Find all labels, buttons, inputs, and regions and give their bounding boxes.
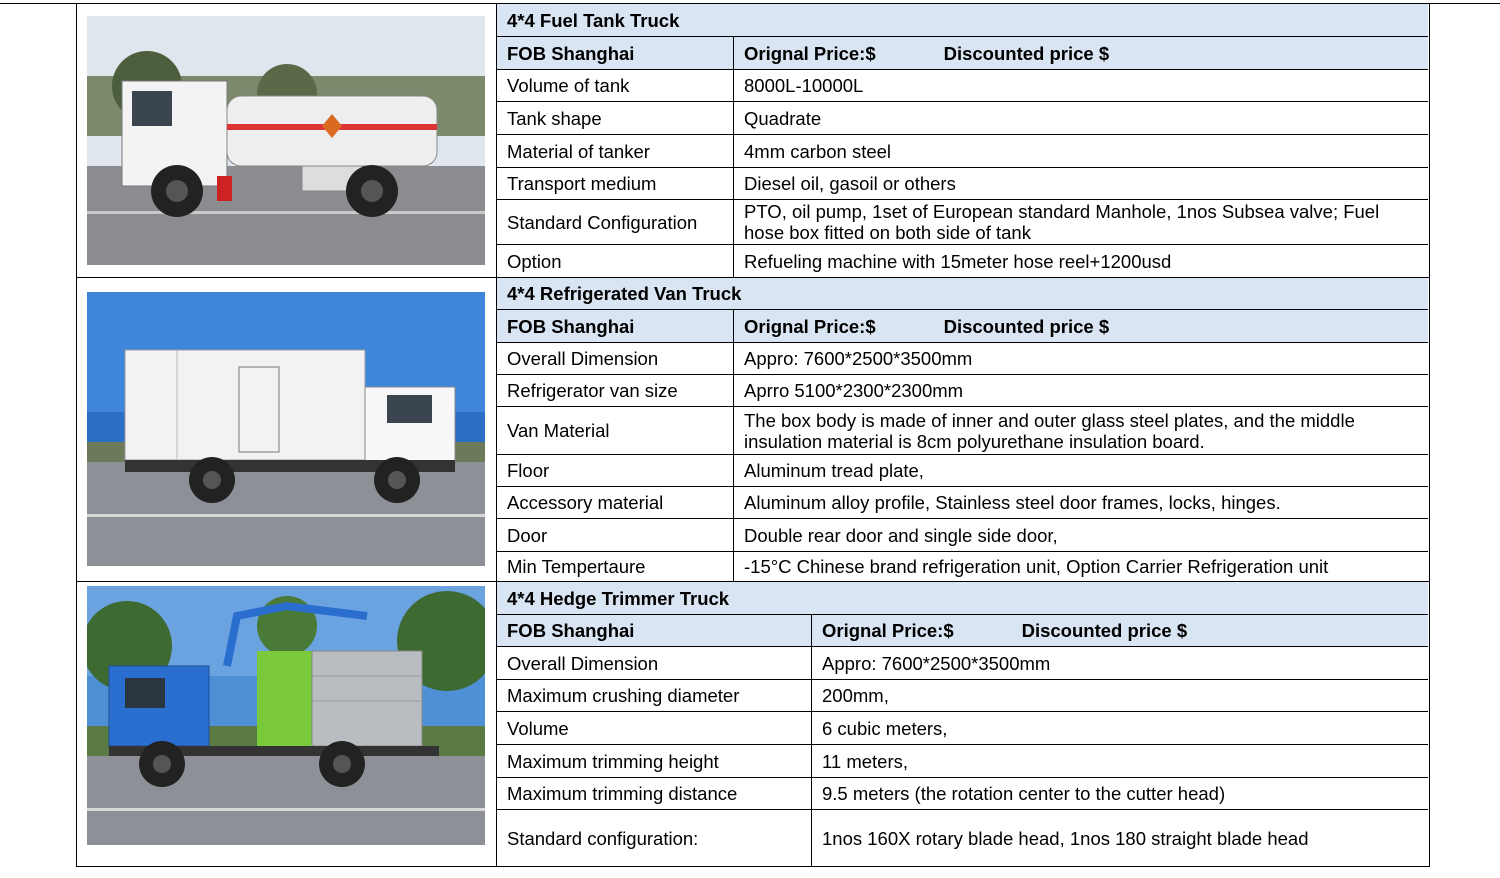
spec-row — [497, 407, 1428, 455]
section-title: 4*4 Hedge Trimmer Truck — [507, 587, 730, 609]
spec-label: Volume of tank — [507, 75, 630, 96]
original-price-label: Orignal Price:$ — [822, 620, 954, 641]
section-hedge-trimmer-truck — [77, 582, 1429, 866]
spec-value: 1nos 160X rotary blade head, 1nos 180 straight blade head — [822, 827, 1309, 849]
spec-row — [497, 712, 1428, 745]
spec-value: 6 cubic meters, — [822, 717, 948, 739]
spec-value: Appro: 7600*2500*3500mm — [744, 348, 973, 369]
spec-value: Double rear door and single side door, — [744, 524, 1058, 546]
original-price-label: Orignal Price:$ — [744, 42, 876, 64]
refrigerated-van-truck-photo-icon — [87, 292, 485, 566]
spec-row — [497, 245, 1428, 277]
spec-row — [497, 487, 1428, 519]
spec-value: 200mm, — [822, 685, 889, 706]
fob-label: FOB Shanghai — [507, 620, 635, 641]
spec-value: PTO, oil pump, 1set of European standard Manhole, 1nos Subsea valve; Fuel hose box fitted on both side of tank — [744, 201, 1380, 243]
spec-value: Aprro 5100*2300*2300mm — [744, 380, 964, 401]
spec-label: Standard configuration: — [507, 827, 699, 849]
spec-row — [497, 102, 1428, 135]
spec-label: Maximum crushing diameter — [507, 685, 740, 706]
spec-label: Floor — [507, 460, 550, 481]
section-fuel-tank-truck — [77, 4, 1429, 277]
spec-value: Appro: 7600*2500*3500mm — [822, 652, 1051, 674]
spec-row — [497, 455, 1428, 487]
spec-row — [497, 647, 1428, 680]
price-header-row — [497, 615, 1428, 647]
spec-label: Door — [507, 524, 548, 546]
price-labels — [734, 37, 1428, 69]
original-price-label: Orignal Price:$ — [744, 315, 876, 337]
price-labels — [734, 310, 1428, 342]
spec-row — [497, 200, 1428, 245]
hedge-trimmer-truck-photo-icon — [87, 586, 485, 845]
spec-row — [497, 810, 1428, 866]
spec-row — [497, 519, 1428, 552]
spec-row — [497, 70, 1428, 102]
spec-row — [497, 168, 1428, 200]
spec-value: 9.5 meters (the rotation center to the cutter head) — [822, 783, 1226, 804]
spec-row — [497, 680, 1428, 712]
section-title: 4*4 Fuel Tank Truck — [507, 9, 680, 31]
spec-label: Standard Configuration — [507, 211, 698, 233]
spec-value: The box body is made of inner and outer glass steel plates, and the middle insulation material is 8cm polyurethane insulation board. — [744, 409, 1355, 452]
price-header-row — [497, 310, 1428, 343]
spec-label: Refrigerator van size — [507, 380, 678, 401]
spec-label: Volume — [507, 717, 569, 739]
spec-value: Aluminum alloy profile, Stainless steel door frames, locks, hinges. — [744, 492, 1281, 513]
spec-row — [497, 375, 1428, 407]
spec-value: 11 meters, — [822, 750, 909, 772]
section-refrigerated-van-truck — [77, 278, 1429, 581]
spec-value: Diesel oil, gasoil or others — [744, 173, 956, 194]
hedge-trimmer-spec-grid — [496, 582, 1428, 866]
spec-label: Tank shape — [507, 107, 602, 129]
section-title-row — [497, 4, 1428, 37]
spec-label: Overall Dimension — [507, 348, 659, 369]
discounted-price-label: Discounted price $ — [1021, 620, 1188, 641]
spec-label: Overall Dimension — [507, 652, 659, 674]
section-title-row — [497, 582, 1428, 615]
spec-label: Maximum trimming distance — [507, 783, 738, 804]
spec-label: Accessory material — [507, 492, 664, 513]
spec-label: Maximum trimming height — [507, 750, 719, 772]
spec-value: -15°C Chinese brand refrigeration unit, Option Carrier Refrigeration unit — [744, 556, 1329, 577]
spec-label: Van Material — [507, 420, 610, 441]
spec-label: Option — [507, 250, 562, 272]
spec-label: Material of tanker — [507, 140, 650, 162]
spec-label: Transport medium — [507, 173, 657, 194]
fob-label: FOB Shanghai — [507, 42, 635, 64]
spec-value: Refueling machine with 15meter hose reel+1200usd — [744, 250, 1172, 272]
spec-value: Quadrate — [744, 107, 822, 129]
spec-row — [497, 552, 1428, 581]
section-title: 4*4 Refrigerated Van Truck — [507, 283, 742, 304]
spec-value: 4mm carbon steel — [744, 140, 892, 162]
section-title-row — [497, 278, 1428, 310]
spec-row — [497, 745, 1428, 778]
fuel-tank-truck-photo-icon — [87, 16, 485, 265]
price-header-row — [497, 37, 1428, 70]
spec-table — [76, 4, 1430, 867]
spec-row — [497, 778, 1428, 810]
spec-label: Min Tempertaure — [507, 556, 646, 577]
spec-row — [497, 135, 1428, 168]
fuel-tank-spec-grid — [496, 4, 1428, 277]
fob-label: FOB Shanghai — [507, 315, 635, 337]
refrigerated-van-spec-grid — [496, 278, 1428, 581]
spec-value: Aluminum tread plate, — [744, 460, 924, 481]
spec-value: 8000L-10000L — [744, 75, 864, 96]
price-labels — [812, 615, 1428, 646]
discounted-price-label: Discounted price $ — [943, 42, 1110, 64]
spec-row — [497, 343, 1428, 375]
discounted-price-label: Discounted price $ — [943, 315, 1110, 337]
